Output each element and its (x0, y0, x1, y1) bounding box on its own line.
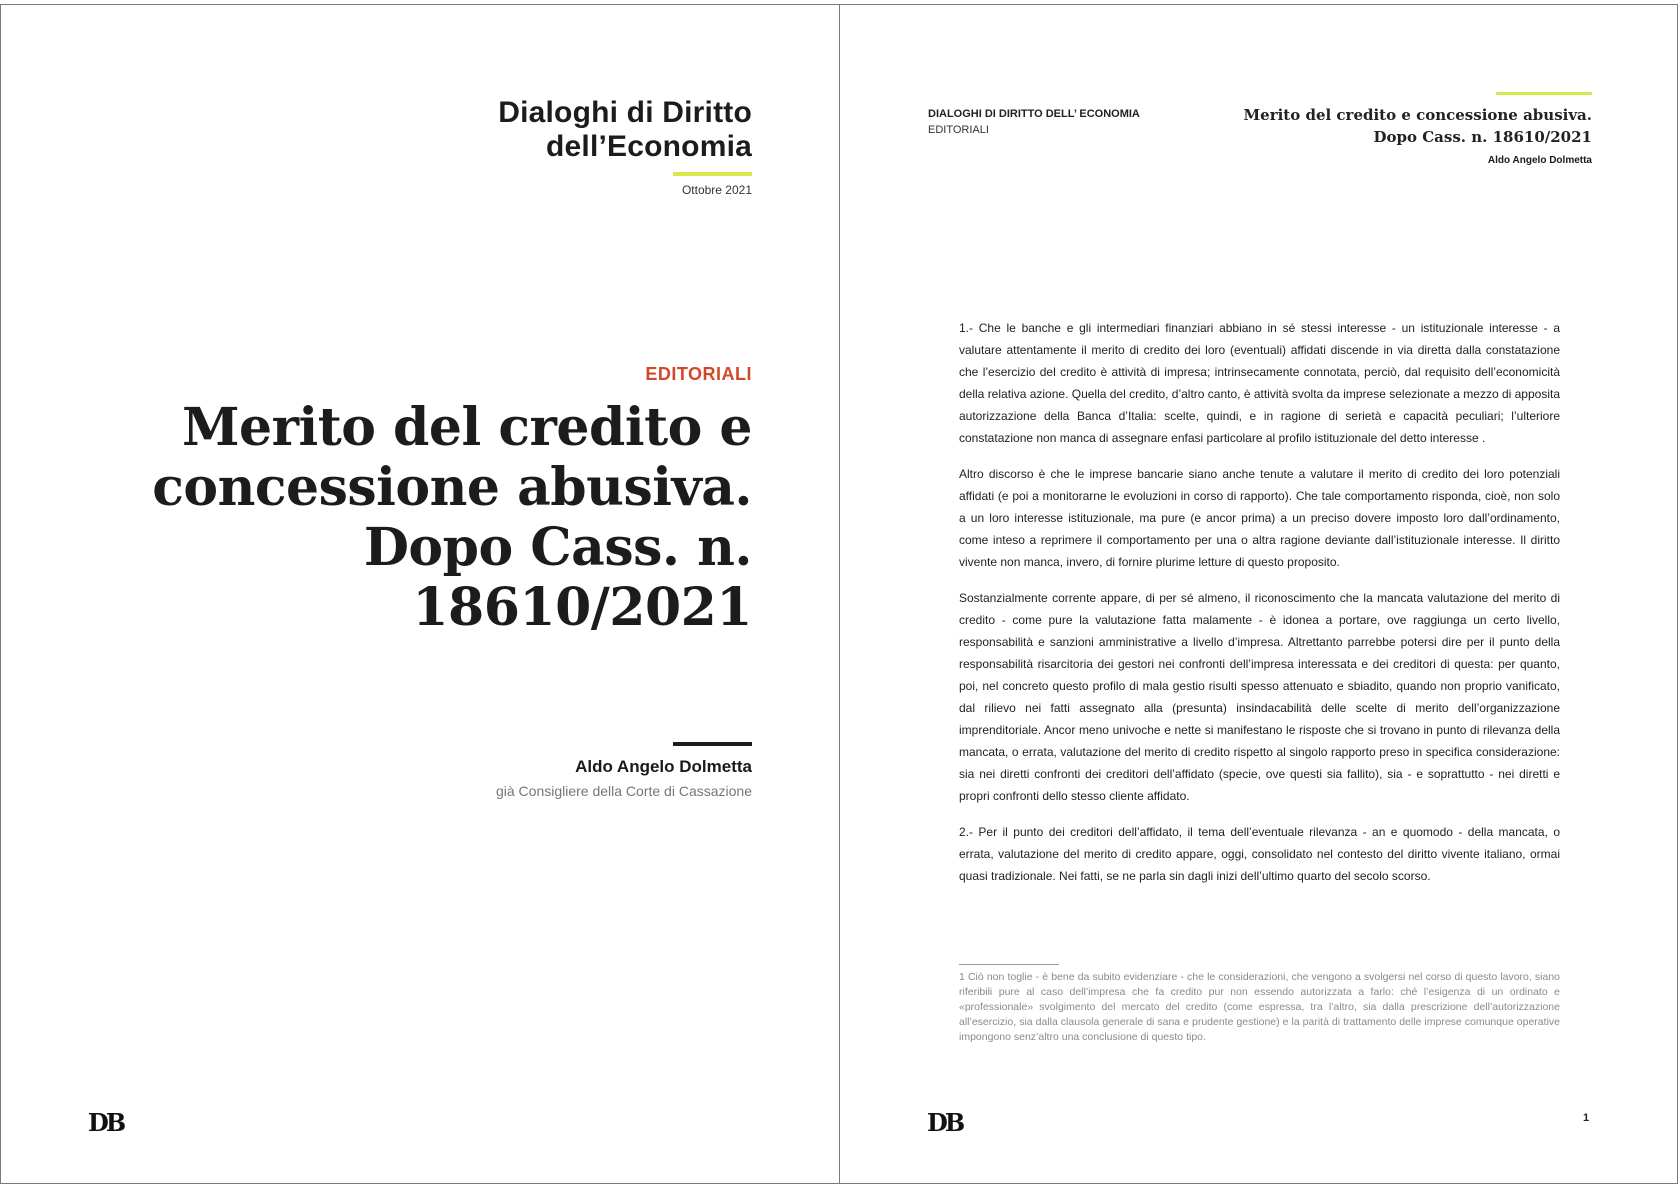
journal-title-line-1: Dialoghi di Diritto (498, 96, 752, 129)
publisher-logo: DB (927, 1108, 963, 1137)
footnote-rule (959, 964, 1059, 965)
running-header-author: Aldo Angelo Dolmetta (1487, 155, 1592, 166)
running-header-section: EDITORIALI (928, 124, 989, 136)
article-title-line: 18610/2021 (412, 577, 752, 638)
accent-bar (673, 172, 752, 176)
author-name: Aldo Angelo Dolmetta (575, 757, 752, 776)
issue-date: Ottobre 2021 (681, 183, 752, 197)
section-label: EDITORIALI (645, 364, 752, 384)
accent-bar (1496, 92, 1592, 95)
article-title-line: concessione abusiva. (152, 457, 752, 518)
body-paragraph: Sostanzialmente corrente appare, di per sé almeno, il riconoscimento che la mancata valutazione del merito di credito - come pure la valutazione fatta malamente - è idonea a portare, ove raggiunga un certo livello, responsabilità e sanzioni amministrative a livello d’impresa. Altrettanto parrebbe potersi dire per il punto della responsabilità risarcitoria dei gestori nei confronti dell’impresa interessata e dei creditori di questa: per quanto, poi, nel concreto questo profilo di mala gestio risulti spesso attenuato e sbiadito, quando non proprio vanificato, dal rilievo nei fatti assegnato alla (presunta) insindacabilità delle scelte di merito dell’organizzazione imprenditoriale. Ancor meno univoche e nette si manifestano le risposte che si trovano in punto di rilevanza della mancata, o errata, valutazione del merito di credito rispetto al singolo rapporto preso in specifica considerazione: sia nei diretti confronti dei creditori dell’affidato (specie, ove questi sia fallito), sia - e soprattutto - nei diretti e propri confronti dello stesso cliente affidato. (959, 591, 1560, 803)
article-title-line: Merito del credito e (181, 397, 752, 458)
page-number: 1 (1583, 1112, 1590, 1124)
footnote: 1 Ciò non toglie - è bene da subito evidenziare - che le considerazioni, che vengono a svolgersi nel corso di questo lavoro, siano riferibili pure al caso dell’impresa che fa credito pur non essendo autorizzata a farlo: ché l’esigenza di un ordinato e «professionale» svolgimento del mercato del credito (come espressa, tra l’altro, sia dalla prescrizione dell’autorizzazione all’esercizio, sia dalla clausola generale di sana e prudente gestione) e la parità di trattamento delle imprese comunque operative impongono senz’altro una conclusione di questo tipo. (959, 971, 1560, 1043)
running-header-title-line-2: Dopo Cass. n. 18610/2021 (1373, 128, 1592, 146)
body-paragraph: Altro discorso è che le imprese bancarie siano anche tenute a valutare il merito di credito dei loro potenziali affidati (e poi a monitorarne le evoluzioni in corso di rapporto). Che tale comportamento risponda, cioè, non solo a un loro interesse istituzionale, ma pure (e ancor prima) a un preciso dovere imposto loro dall’ordinamento, come inteso a reprimere il comportamento per una o altra ragione deviante dall’istituzionale interesse. Il diritto vivente non manca, invero, di fornire plurime letture di questo proposito. (959, 467, 1560, 569)
article-title (132, 398, 752, 638)
running-header-journal: DIALOGHI DI DIRITTO DELL’ ECONOMIA (928, 108, 1140, 120)
journal-title (498, 96, 752, 164)
journal-title-line-2: dell’Economia (546, 130, 752, 163)
article-title-line: Dopo Cass. n. (363, 517, 752, 578)
body-paragraph: 1.- Che le banche e gli intermediari finanziari abbiano in sé stessi interesse - un istituzionale interesse - a valutare attentamente il merito di credito dei loro (eventuali) affidati discende in via diretta dalla constatazione che l’esercizio del credito è attività di impresa; intrinsecamente connotata, perciò, dal requisito dell’economicità della relativa azione. Quella del credito, d’altro canto, è attività svolta da imprese selezionate a mezzo di apposita autorizzazione della Banca d’Italia: scelte, quindi, e in ragione di serietà e capacità peculiari; l’ulteriore constatazione non manca di assegnare enfasi particolare al profilo istituzionale del detto interesse . (959, 321, 1561, 445)
body-paragraph: 2.- Per il punto dei creditori dell’affidato, il tema dell’eventuale rilevanza - an e quomodo - della mancata, o errata, valutazione del merito di credito appare, oggi, consolidato nel contesto del diritto vivente italiano, ormai quasi tradizionale. Nei fatti, se ne parla sin dagli inizi dell’ultimo quarto del secolo scorso. (959, 825, 1560, 883)
running-header-title-line-1: Merito del credito e concessione abusiva. (1243, 106, 1592, 124)
author-bar (673, 742, 752, 746)
author-affiliation: già Consigliere della Corte di Cassazione (495, 783, 752, 799)
article-body (959, 317, 1560, 901)
publisher-logo: DB (88, 1108, 124, 1137)
page-divider (839, 4, 840, 1184)
running-header-title (1244, 104, 1592, 148)
